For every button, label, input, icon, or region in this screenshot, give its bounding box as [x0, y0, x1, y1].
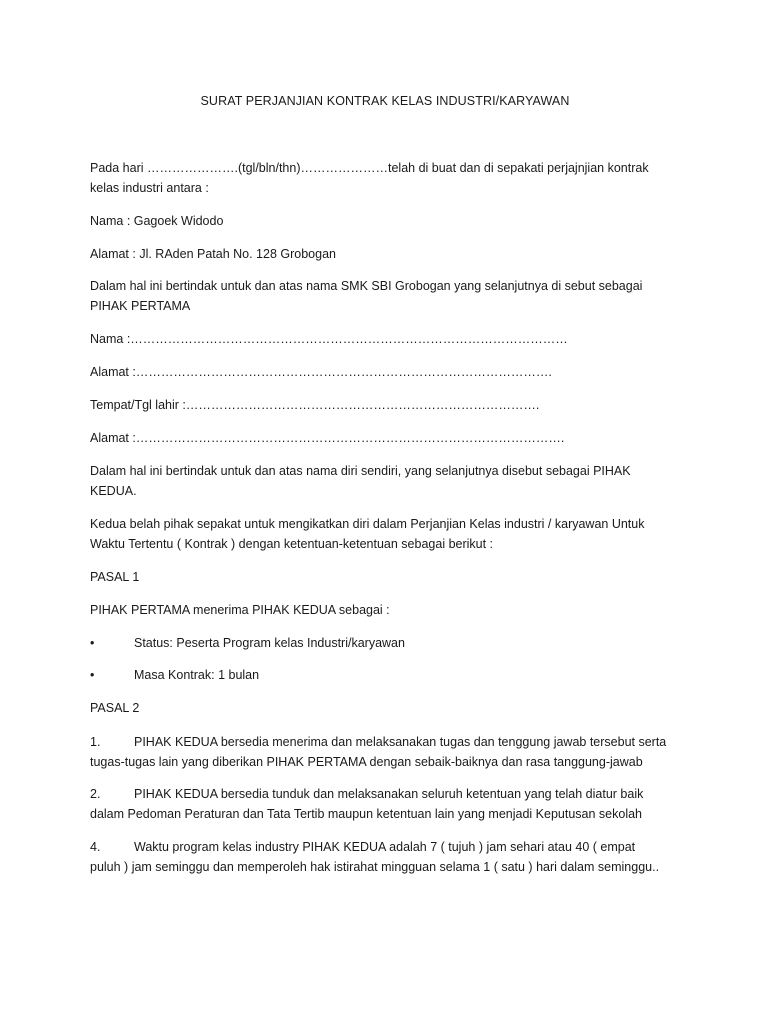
second-party-name: Nama :……………………………………………………………………………………………: [90, 332, 568, 346]
item-text-continued: tugas-tugas lain yang diberikan PIHAK PERTAMA dengan sebaik-baiknya dan rasa tanggung-jawab: [90, 755, 643, 769]
list-item: [90, 633, 680, 653]
second-party-birth: Tempat/Tgl lahir :………………………………………………………………………….: [90, 398, 540, 412]
item-text: PIHAK KEDUA bersedia tunduk dan melaksanakan seluruh ketentuan yang telah diatur baik: [134, 787, 644, 801]
item-text: Waktu program kelas industry PIHAK KEDUA adalah 7 ( tujuh ) jam sehari atau 40 ( empat: [134, 840, 636, 854]
list-item: [90, 784, 680, 824]
item-text-continued: dalam Pedoman Peraturan dan Tata Tertib maupun ketentuan lain yang menjadi Keputusan sekolah: [90, 807, 642, 821]
bullet-text: Status: Peserta Program kelas Industri/karyawan: [134, 636, 405, 650]
document-title: SURAT PERJANJIAN KONTRAK KELAS INDUSTRI/KARYAWAN: [200, 94, 570, 108]
agreement-paragraph: Kedua belah pihak sepakat untuk mengikatkan diri dalam Perjanjian Kelas industri / karyawan Untuk Waktu Tertentu ( Kontrak ) dengan ketentuan-ketentuan sebagai berikut :: [90, 517, 645, 551]
pasal-1-heading: PASAL 1: [90, 570, 140, 584]
item-number: 1.: [90, 735, 101, 749]
intro-paragraph: Pada hari ………………….(tgl/bln/thn)…………………telah di buat dan di sepakati perjajnjian kontrak kelas industri antara :: [90, 161, 649, 195]
bullet-text: Masa Kontrak: 1 bulan: [134, 668, 260, 682]
list-item: [90, 837, 680, 877]
item-text-continued: puluh ) jam seminggu dan memperoleh hak istirahat mingguan selama 1 ( satu ) hari dalam seminggu..: [90, 860, 660, 874]
bullet-marker: •: [90, 668, 95, 682]
item-number: 2.: [90, 787, 101, 801]
second-party-address: Alamat :……………………………………………………………………………………….: [90, 365, 552, 379]
item-number: 4.: [90, 840, 101, 854]
list-item: [90, 732, 680, 772]
pasal-2-heading: PASAL 2: [90, 701, 140, 715]
second-party-address-2: Alamat :………………………………………………………………………………………….: [90, 431, 565, 445]
item-text: PIHAK KEDUA bersedia menerima dan melaksanakan tugas dan tenggung jawab tersebut serta: [134, 735, 667, 749]
pasal-1-lead: PIHAK PERTAMA menerima PIHAK KEDUA sebagai :: [90, 603, 390, 617]
first-party-address: Alamat : Jl. RAden Patah No. 128 Grobogan: [90, 247, 336, 261]
first-party-name: Nama : Gagoek Widodo: [90, 214, 224, 228]
list-item: [90, 665, 680, 685]
bullet-marker: •: [90, 636, 95, 650]
second-party-statement: Dalam hal ini bertindak untuk dan atas nama diri sendiri, yang selanjutnya disebut sebagai PIHAK KEDUA.: [90, 464, 631, 498]
first-party-statement: Dalam hal ini bertindak untuk dan atas nama SMK SBI Grobogan yang selanjutnya di sebut sebagai PIHAK PERTAMA: [90, 279, 643, 313]
